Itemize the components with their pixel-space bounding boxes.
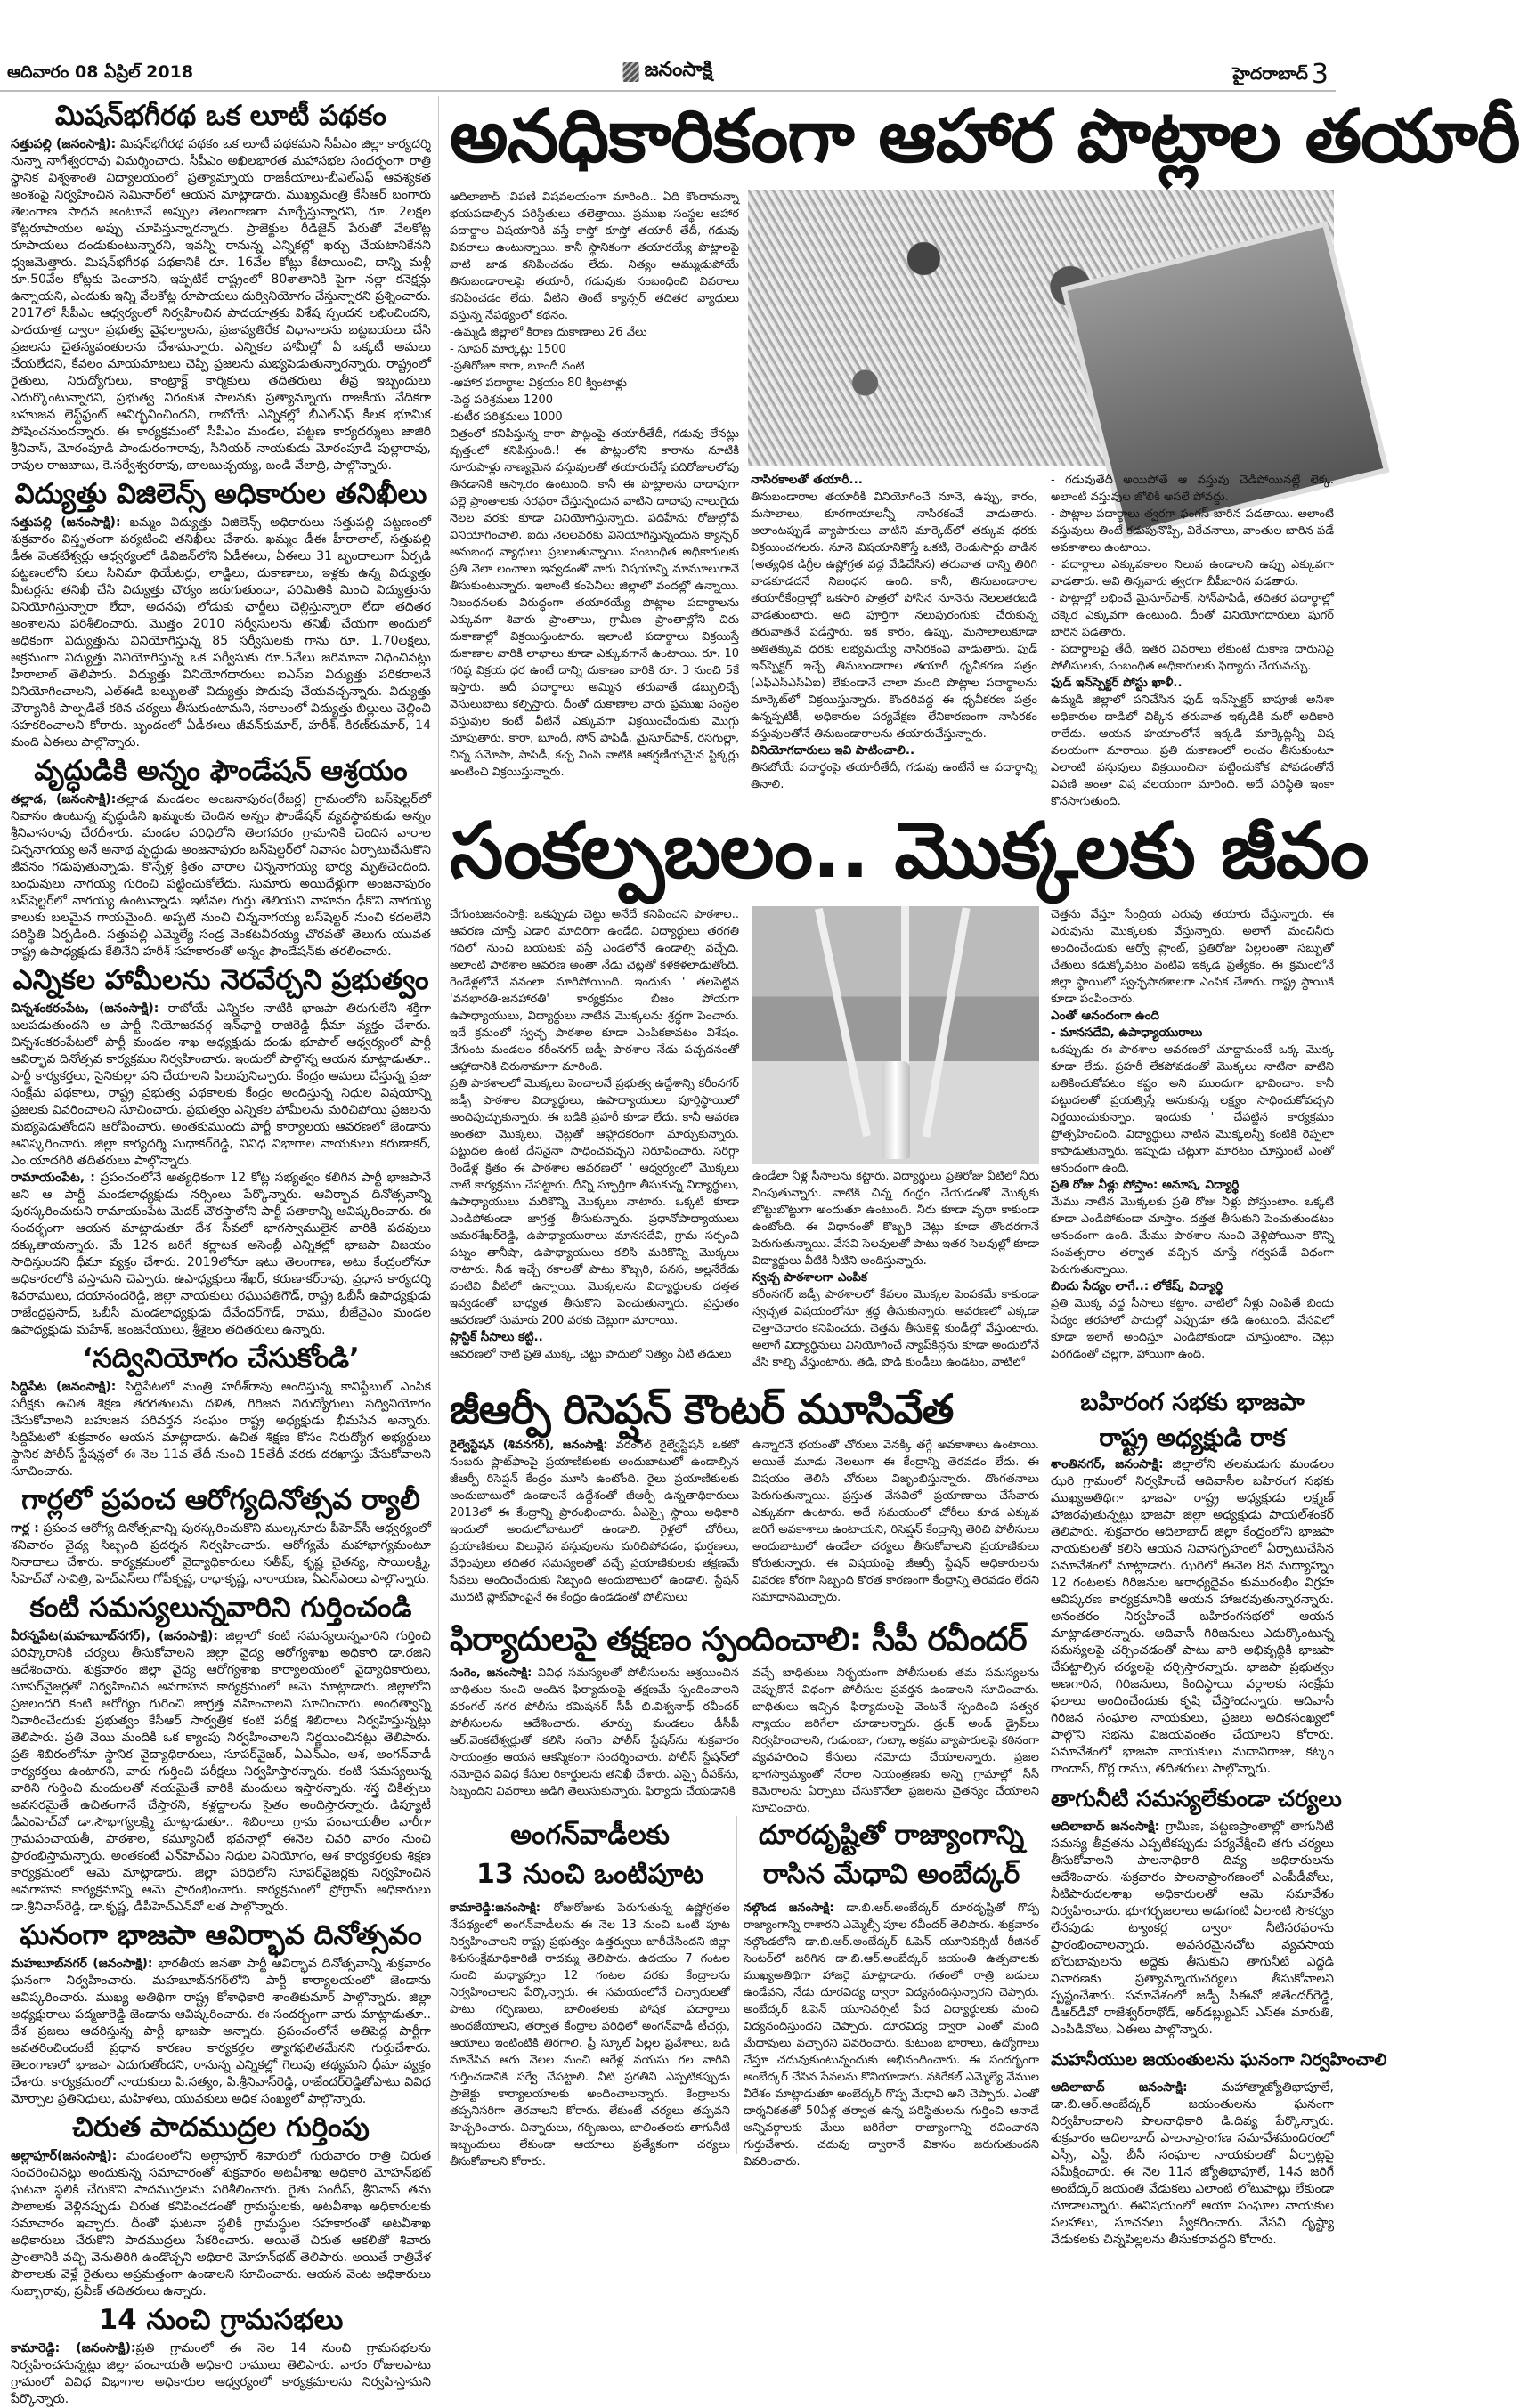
- paragraph: ఆవరణలో నాటి ప్రతి మొక్క, చెట్టు పాదులో నిత్యం నీటి తడులు: [450, 1348, 732, 1361]
- edition-city: హైదరాబాద్: [1232, 64, 1308, 84]
- news-item: [1051, 1385, 1334, 1778]
- article-column: [1051, 472, 1334, 808]
- subheading: వినియోగదారులు ఇవి పాటించాలి..: [751, 743, 915, 758]
- column-divider: [736, 1816, 737, 2154]
- article-column: [1051, 906, 1334, 1380]
- paragraph: చెత్తను వేస్తూ సేంద్రియ ఎరువు తయారు చేస్తున్నారు. ఈ ఎరువును మొక్కలకు వేస్తున్నారు. అలాగే మంచినీరు అందించేందుకు ఆర్వో ప్లాంట్, ప్రతిరోజు పిల్లలంతా సబ్బుతో చేతులు కడుక్కోవటం వంటివి ఇక్కడ ప్రత్యేకం. ఈ క్రమంలోనే జిల్లా స్థాయిలో స్వచ్ఛపాఠశాలగా ఎంపిక చేశారు. రాష్ట్ర స్థాయికి కూడా పంపించారు.: [1051, 908, 1334, 1006]
- news-headline: గార్లలో ప్రపంచ ఆరోగ్యదినోత్సవ ర్యాలీ: [21, 1484, 420, 1516]
- paragraph: వీరన్నపేట(మహబూబ్‌నగర్), (జనంసాక్షి): జిల్లాలో కంటి సమస్యలున్నవారిని గుర్తించి పరిష్కారానికి చర్యలు తీసుకోవాలని జిల్లా వైద్య ఆరోగ్యశాఖ అధికారి డా.రజిని ఆదేశించారు. శుక్రవారం జిల్లా వైద్య ఆరోగ్యశాఖ కార్యాలయంలో వైద్యాధికారులు, సూపర్‌వైజర్లతో నిర్వహించిన అవగాహన కార్యక్రమంలో ఆమె మాట్లాడారు. జిల్లాలోని ప్రజలందరి కంటి ఆరోగ్యం గురించి జాగ్రత్త వహించాలని సూచించారు. అంధత్వాన్ని నివారించేందుకు ప్రభుత్వం కేసీఆర్ సార్వత్రిక కంటి పరీక్ష శిబిరాలు నిర్వహిస్తున్నట్లు తెలిపారు. ప్రతి వెయి మందికి ఒక క్యాంపు నిర్వహించాలని నిర్ణయించినట్లు తెలిపారు. ప్రతి శిబిరంలోనూ స్థానిక వైద్యాధికారులు, సూపర్‌వైజర్, ఏఎన్‌ఎం, ఆశ, అంగన్‌వాడీ కార్యకర్తలు ఉంటారని, వారు గుర్తించి పరీక్షలు నిర్వహిస్తారన్నారు. కంటి సమస్యలున్న వారిని గుర్తించి మందులతో నయమైతే వారికి మందులు ఇస్తారన్నారు. శస్త్ర చికిత్సలు అవసరమైతే ఉచితంగానే చేస్తారని, కళ్లద్దాలను సైతం అందిస్తారన్నారు. డిప్యూటీ డీఎంహెచ్‌వో డా.సౌభాగ్యలక్ష్మి మాట్లాడుతూ.. శిబిరాలు గ్రామ పంచాయతీల వారీగా గ్రామపంచాయతీ, పాఠశాల, కమ్యూనిటీ భవనాల్లో ఈనెల చివరి వారం నుంచి ప్రారంభిస్తామన్నారు. అంతకంటే ఎన్‌హెచ్‌ఎం నిధుల వినియోగం, ఆశ కార్యకర్తలకు శిక్షణ కార్యక్రమంలో ఆమె మాట్లాడారు. జిల్లా పరిధిలోని సూపర్‌వైజర్లకు నిర్వహించిన అవగాహన కార్యక్రమాన్ని ఆమె ప్రారంభించారు. కార్యక్రమంలో ప్రోగ్రామ్ అధికారులు డా.శ్రీనివాస్‌రెడ్డి, డా.కృష్ణ, డీపీహెచ్‌ఎన్‌వో లత పాల్గొన్నారు.: [11, 1629, 431, 1914]
- paragraph: మేము నాటిన మొక్కలకు ప్రతి రోజు నీళ్లు పోస్తుంటాం. ఒక్కటి కూడా ఎండిపోకుండా చూస్తాం. దత్తత తీసుకుని పెంచుతుండటం ఆనందంగా ఉంది. మేము పాఠశాల నుంచి వెళ్లిపోయినా కొన్ని సంవత్సరాల తర్వాత వచ్చిన చూస్తే గర్వపడే విధంగా పెరుగుతున్నాయి.: [1051, 1196, 1334, 1277]
- subheading: బిందు సేద్యం లాగే..: లోకేష్, విద్యార్థి: [1051, 1279, 1223, 1293]
- logo-mark-icon: [623, 62, 639, 82]
- news-headline: ఘనంగా భాజపా ఆవిర్భావ దినోత్సవం: [20, 1919, 422, 1951]
- paragraph: -కుటీర పరిశ్రమలు 1000: [450, 410, 563, 424]
- article-column: [744, 1900, 1039, 2169]
- paragraph: ఉన్నారనే భయంతో చోరులు వెనక్కి తగ్గే అవకాశాలు ఉంటాయి. అయితే మూడు నెలలుగా ఈ కేంద్రాన్ని తెరవడం లేదు. ఈ విషయం తెలిసి చోరులు విజృంభిస్తున్నారు. దొంగతనాలు పెరుగుతున్నాయి. ప్రస్తుత వేసవిలో ప్రయాణాలు చేసేవారు ఎక్కువగా ఉంటారు. అదే సమయంలో చోరీలు కూడ ఎక్కువ జరిగే అవకాశాలు ఉంటాయని, రిసెప్షన్ కేంద్రాన్ని తెరిచి పోలీసులు అందుబాటులో ఉండేలా చర్యలు తీసుకోవాలని ప్రయాణికులు కోరుతున్నారు. ఈ విషయంపై జీఆర్పీ స్టేషన్ అధికారులను వివరణ కోరగా సిబ్బంది కొరత కారణంగా కేంద్రాన్ని తెరవడం లేదని సమాధానమిచ్చారు.: [752, 1439, 1039, 1604]
- subheading: స్వచ్ఛ పాఠశాలగా ఎంపిక: [752, 1270, 867, 1285]
- news-headline: తాగునీటి సమస్యలేకుండా చర్యలు: [1051, 1786, 1342, 1812]
- ambedkar-headline: దూరదృష్టితో రాజ్యాంగాన్ని: [758, 1820, 1025, 1851]
- paragraph: - పదార్థాలు ఎక్కువకాలం నిలువ ఉండాలని ఉప్పు ఎక్కువగా వాడతారు. అవి తిన్నవారు త్వరగా బీపీబారిన పడతారు.: [1051, 558, 1334, 588]
- dateline: రైల్వేస్టేషన్ (శివనగర్), జనంసాక్షి:: [450, 1439, 608, 1452]
- article-column: [752, 1665, 1039, 1815]
- news-item: [11, 1482, 431, 1588]
- ambedkar-article: [744, 1816, 1039, 2169]
- school-trees-photo: [752, 906, 1039, 1164]
- article-column: [450, 189, 739, 790]
- paragraph: ఉమ్మడి జిల్లాలో పనిచేసిన ఫుడ్ ఇన్‌స్పెక్టర్ బాపూజీ అనిశా అధికారుల దాడిలో చిక్కిన తరువాత ఇక్కడికి మరో అధికారి రాలేదు. ఆయన హయాంలోనే ఇక్కడి మార్కెట్లన్నీ విష వలయంగా మారాయి. ప్రతి దుకాణంలో లంచం తీసుకుంటూ ఎలాంటి వస్తువులు విక్రయించినా పట్టించుకోక పోవడంతోనే విపణి అంతా విష వలయంగా మారింది. అదే పరిస్థితి ఇంకా కొనసాగుతుంది.: [1051, 693, 1334, 808]
- news-headline: ‘సద్వినియోగం చేసుకోండి’: [82, 1342, 360, 1374]
- anganwadi-headline: 13 నుంచి ఒంటిపూట: [476, 1859, 703, 1890]
- article-column: [450, 1437, 739, 1615]
- news-item: [11, 476, 431, 751]
- paragraph: నల్గొండ జనంసాక్షి: డా.బి.ఆర్.అంబేద్కర్ దూరదృష్టితో గొప్ప రాజ్యాంగాన్ని రాశారని ఎమ్మెల్సీ పూల రవీందర్ తెలిపారు. శుక్రవారం నల్గొండలోని డా.బి.ఆర్.అంబేద్కర్ ఓపెన్ యూనివర్సిటీ రీజినల్ సెంటర్‌లో జరిగిన డా.బి.ఆర్.అంబేద్కర్ జయంతి ఉత్సవాలకు ముఖ్యఅతిథిగా హాజరై మాట్లాడారు. గతంలో రాత్రి బడులు ఉండేవని, నేడు దూరవిద్య ద్వారా విద్యనందిస్తున్నారని చెప్పారు. అంబేద్కర్ ఓపెన్ యూనివర్సిటీ పేద విద్యార్థులకు మంచి విద్యనందిస్తుందని చెప్పారు. దూరవిద్య ద్వారా ఎంతో మంది మేధావులు వచ్చారని వివరించారు. కుటుంబ భారాలు, ఉద్యోగాలు చేస్తూ చదువుకుంటున్నందుకు అభినందించారు. ఈ సందర్భంగా అంబేద్కర్ చేసిన సేవలను కొనియాడారు. నకిరేకల్ ఎమ్మెల్యే వేముల వీరేశం మాట్లాడుతూ అంబేద్కర్ గొప్ప మేధావి అని చెప్పారు. ఎంతో దార్శనికతతో 50ఏళ్ల తర్వాత ఉన్న పరిస్థితులను గుర్తించి ఆనాడే అన్నివర్గాలకు మేలు జరిగేలా రాజ్యాంగాన్ని రచించారని గుర్తుచేశారు. చదువు ద్వారానే వికాసం జరుగుతుందని వివరించారు.: [744, 1901, 1039, 2169]
- dateline: సంగెం, జనంసాక్షి:: [450, 1666, 532, 1680]
- paragraph: -పెద్ద పరిశ్రమలు 1200: [450, 393, 554, 407]
- police-headline: ఫిర్యాదులపై తక్షణం స్పందించాలి: సీపీ రవీందర్: [450, 1620, 1027, 1658]
- paragraph: కామారెడ్డి: (జనంసాక్షి):ప్రతి గ్రామంలో ఈ నెల 14 నుంచి గ్రామసభలను నిర్వహించనున్నట్లు జిల్లా పంచాయతీ అధికారి రాములు తెలిపారు. వారం రోజులపాటు గ్రామంలో వివిధ విభాగాల అధికారుల ఆధ్వర్యంలో కార్యక్రమాలను నిర్వహిస్తామని పేర్కొన్నారు.: [11, 2341, 431, 2406]
- dateline: ఆదిలాబాద్ జనంసాక్షి:: [1051, 2080, 1188, 2095]
- subheading: ఎంతో ఆనందంగా ఉంది: [1051, 1009, 1160, 1023]
- left-news-column: [11, 96, 431, 2408]
- paragraph: సంగెం, జనంసాక్షి: వివిధ సమస్యలతో పోలీసులను ఆశ్రయించిన బాధితుల నుంచి అందిన ఫిర్యాదులపై తక్షణమే స్పందించాలని వరంగల్ నగర పోలీసు కమిషనర్ సీపీ బి.విశ్వనాథ్ రవీందర్ పోలీసులను ఆదేశించారు. తూర్పు మండలం డీసీపీ ఆర్.వెంకటేశ్వర్లుతో కలిసి సంగెం పోలీస్ స్టేషన్‌ను శుక్రవారం సాయంత్రం ఆయన ఆకస్మికంగా సందర్శించారు. పోలీస్ స్టేషన్‌లో నమోదైన వివిధ కేసుల రికార్డులను తనిఖీ చేశారు. ఎస్సై దీపక్‌ను, సిబ్బందిని వివరాలు అడిగి తెలుసుకున్నారు. ఫిర్యాదు చేయడానికి: [450, 1666, 739, 1798]
- paragraph: చిత్రంలో కనిపిస్తున్న కారా పొట్లంపై తయారీతేదీ, గడువు లేనట్లు వృత్తంలో కనిపిస్తుంది.! ఈ పొట్లంలోని కారాను నూటికి నూరుపాళ్లు నాణ్యమైన వస్తువులతో తయారుచేస్తే పదిరోజులలోపు తినడానికి ఆస్కారం ఉంటుంది. కానీ ఈ పొట్లాలను దాదాపుగా పల్లె ప్రాంతాలకు సరఫరా చేస్తున్నందున వాటిని దాదాపు నాలుగైదు నెలల వరకు కూడా వినియోగిస్తున్నారు. పదిహేను రోజుల్లోపే వినియోగించాలి. ఐదు నెలలవరకు వినియోగిస్తున్నందున క్యాన్సర్ అనుబంధ వ్యాధులు ప్రబలుతున్నాయి. సంబంధిత అధికారులకు ప్రతి నెలా లంచాలు ఇవ్వడంతో వారు విషయాన్ని మామూలుగానే తీసుకుంటున్నారు. ఇలాంటి కంపెనీలు జిల్లాలో వందల్లో ఉన్నాయి. నిబంధనలకు విరుద్ధంగా తయారయ్యే పొట్లాల పదార్థాలను ఎక్కువగా శివారు ప్రాంతాలు, గ్రామీణ ప్రాంతాల్లోని చిరు దుకాణాల్లో విక్రయిస్తుంటారు. ఇలాంటి పదార్థాలు విక్రయిస్తే దుకాణాల వారికి లాభాలు కూడా ఎక్కువగానే ఉంటాయి. రూ. 10 గరిష్ఠ విక్రయ ధర ఉంటే దాన్ని దుకాణం వారికి రూ. 3 నుంచి 5కే ఇస్తారు. అదీ పదార్థాలు అమ్మిన తరువాతే డబ్బులిచ్చే వెసులుబాటు కల్పిస్తారు. దీంతో దుకాణాల వారు ప్రముఖ సంస్థల వస్తువుల కంటే వీటినే ఎక్కువగా విక్రయించేందుకు మొగ్గు చూపుతారు. కారా, బూందీ, సోన్ పాపిడీ, మైసూర్‌పాక్, రసగుల్లా, చిన్న సమోసా, పాపిడీ, కచ్చ నింపి వాటికి ఆకర్షణీయమైన స్టిక్కర్లు అంటించి విక్రయిస్తున్నారు.: [450, 427, 739, 779]
- grp-headline: జీఆర్పీ రిసెప్షన్ కౌంటర్ మూసివేత: [450, 1385, 954, 1433]
- dateline: ఆదిలాబాద్ జనంసాక్షి:: [1051, 1820, 1160, 1834]
- paragraph: ఆదిలాబాద్ జనంసాక్షి: మహాత్మాజ్యోతిభాపూలే, డా.బి.ఆర్.అంబేద్కర్ జయంతులను ఘనంగా నిర్వహించాలని పాలనాధికారి డి.దివ్య పేర్కొన్నారు. శుక్రవారం ఆదిలాబాద్ పాలనాప్రాంగణ సమావేశమందిరంలో ఎస్సీ, ఎస్టీ, బీసీ సంఘాల నాయకులతో ఏర్పాట్లపై సమీక్షించారు. ఈ నెల 11న జ్యోతిభాపూలే, 14న జరిగే అంబేద్కర్ జయంతి వేడుకలు ఎలాంటి లోటుపాట్లు లేకుండా చూడాలన్నారు. ఈవిషయంలో ఆయా సంఘాల నాయకుల సలహాలు, సూచనలు స్వీకరించారు. వేసవి దృష్ట్యా వేడుకలకు చిన్నపిల్లలను తీసుకరావద్దని కోరారు.: [1051, 2080, 1334, 2247]
- dateline: శాంతినగర్, జనంసాక్షి:: [1051, 1457, 1164, 1472]
- subheading: ప్రతి రోజు నీళ్లు పోస్తాం: అనూష, విద్యార్థి: [1051, 1178, 1240, 1192]
- paragraph: -ఉమ్మడి జిల్లాలో కిరాణ దుకాణాలు 26 వేలు: [450, 326, 647, 339]
- dateline: రామాయంపేట, :: [11, 1171, 95, 1185]
- news-headline: రాష్ట్ర అధ్యక్షుడి రాక: [1099, 1424, 1286, 1452]
- news-item: [11, 753, 431, 961]
- paragraph: సత్తుపల్లి (జనంసాక్షి): ఖమ్మం విద్యుత్తు విజిలెన్స్ అధికారులు సత్తుపల్లి పట్టణంలో శుక్రవారం విస్తృతంగా పర్యటించి తనిఖీలు చేశారు. ఖమ్మం డీఈ హీరాలాల్, సత్తుపల్లి డీఈ వెంకటేశ్వర్లు ఆధ్వర్యంలో డివిజన్‌లోని ఏడీఈలు, ఏఈలు 31 బృందాలుగా ఏర్పడి పట్టణంలోని పలు సినిమా థియేటర్లు, లాడ్జిలు, దుకాణాలు, ఇళ్లకు ఉన్న విద్యుత్తు మీటర్లను తనిఖీ చేసి విద్యుత్తు చౌర్యం జరుగుతుందా, పరిమితికి మించి విద్యుత్తును వినియోగిస్తున్నారా లేదా, అదనపు లోడుకు ఛార్జీలు చెల్లిస్తున్నారా లేదా తదితర అంశాలను పరిశీలించారు. మొత్తం 2010 సర్వీసులను తనిఖీ చేయగా అందులో అధికంగా విద్యుత్తును వినియోగిస్తున్న 85 సర్వీసులకు గాను రూ. 1.70లక్షలు, అక్రమంగా విద్యుత్తు వినియోగిస్తున్న ఒక సర్వీసుకు రూ.5వేలు జరిమానా విధించినట్లు హీరాలాల్ తెలిపారు. విద్యుత్తు వినియోగదారులు ఐఎస్ఐ విద్యుత్తు పరికరాలనే వినియోగించాలని, ఎల్ఈడీ బల్బులతో విద్యుత్తు పొదుపు చేయవచ్చన్నారు. విద్యుత్తు చౌర్యానికి పాల్పడితే కఠిన చర్యలు తీసుకుంటామని, సకాలంలో విద్యుత్తు బిల్లులు చెల్లించి సహకరించాలని కోరారు. బృందంలో ఏడీఈలు జీవన్‌కుమార్, హరీశ్, కిరణ్‌కుమార్, 14 మంది ఏఈలు పాల్గొన్నారు.: [11, 515, 431, 750]
- news-item: [11, 1590, 431, 1916]
- paragraph: - పొట్లాల పదార్థాలు త్వరగా ఫంగస్ బారిన పడతాయి. అలాంటి వస్తువులు తింటే కడుపునొప్పి, విరేచనాలు, వాంతుల బారిన పడే అవకాశాలు ఉంటాయి.: [1051, 507, 1334, 555]
- issue-date: ఆదివారం 08 ఏప్రిల్ 2018: [7, 62, 194, 82]
- paragraph: సిద్దిపేట (జనంసాక్షి): సిద్దిపేటలో మంత్రి హరీశ్‌రావు అందిస్తున్న కానిస్టేబుల్ ఎంపిక పరీక్షకు ఉచిత శిక్షణ తరగతులను దళిత, గిరిజన నిరుద్యోగులు సద్వినియోగం చేసుకోవాలని బహుజన పరివర్తన సంఘం రాష్ట్ర అధ్యక్షుడు భీమసేన అన్నారు. సిద్దిపేటలో శుక్రవారం ఆయన మాట్లాడారు. ఉచిత శిక్షణ కోసం నిరుద్యోగ అభ్యర్థులు స్థానిక పోలీస్ స్టేషన్లలో ఈ నెల 11వ తేదీ నుంచి 15తేదీ వరకు దరఖాస్తు చేసుకోవాలని సూచించారు.: [11, 1380, 432, 1479]
- paragraph: తినుబండారాల తయారీకి వినియోగించే నూనె, ఉప్పు, కారం, మసాలాలు, కూరగాయాలన్నీ నాసిరకంవే వాడుతారు. అలాంటప్పుడే వ్యాపారులు వాటిని మార్కెట్‌లో తక్కువ ధరకు విక్రయించగలరు. నూనె విషయానికొస్తే ఒకటి, రెండుసార్లు వాడిన (అత్యధిక డిగ్రీల ఉష్ణోగ్రత వద్ద వేడిచేసిన) తరువాత దాన్ని తిరిగి వాడకూడదనే నిబంధన ఉంది. కానీ, తినుబండారాల తయారీకేంద్రాల్లో ఒకసారి పాత్రలో పోసిన నూనెను నెలలతరబడి వాడతుంటారు. అది పూర్తిగా నలుపురంగుకు చేరుకున్న తరువాతనే పడేస్తారు. ఇక కారం, ఉప్పు, మసాలాలుకూడా అతితక్కువ ధరకు లభ్యమయ్యే నాసిరకంవి వాడుతారు. ఫుడ్ ఇన్‌స్పెక్టర్ ఇచ్చే తినుబండారాల తయారీ ధృవీకరణ పత్రం (ఎఫ్ఎస్ఎస్ఏఐ) లేకుండానే చాలా మంది పొట్లాల పదార్థాలను మార్కెట్‌లో విక్రయిస్తున్నారు. కొందరివద్ద ఈ ధృవీకరణ పత్రం ఉన్నప్పటికీ, అధికారుల పర్యవేక్షణ లేనికారణంగా నాసిరకం వస్తువులతోనే తినుబండారాలను తయారుచేస్తున్నారు.: [751, 491, 1037, 741]
- dateline: వీరన్నపేట(మహబూబ్‌నగర్), (జనంసాక్షి):: [11, 1629, 219, 1643]
- lead-headline: అనధికారికంగా ఆహార పొట్లాల తయారీ: [450, 94, 1520, 179]
- dateline: సత్తుపల్లి (జనంసాక్షి):: [11, 137, 117, 151]
- news-headline: చిరుత పాదముద్రల గుర్తింపు: [72, 2112, 370, 2144]
- paragraph: ప్రతి పాఠశాలలో మొక్కలు పెంచాలనే ప్రభుత్వ ఉద్దేశాన్ని కరీంనగర్ జడ్పీ పాఠశాల విద్యార్థులు, ఉపాధ్యాయులు పూర్తిస్థాయిలో అందిపుచ్చుకున్నారు. ఈ బడికి ప్రహరీ కూడా లేదు. కానీ ఆవరణ అంతటా మొక్కలు, చెట్లతో ఆహ్లాదకరంగా మార్చుకున్నారు. పట్టుదల ఉంటే దేనినైనా సాధించవచ్చని నిరూపించారు. సరిగ్గా రెండేళ్ల క్రితం ఈ పాఠశాల ఆవరణలో ' ఆధ్వర్యంలో మొక్కలు నాటే కార్యక్రమం చేపట్టారు. దీన్ని స్ఫూర్తిగా తీసుకున్న విద్యార్థులు, ఉపాధ్యాయులు మరికొన్ని మొక్కలు నాటారు. ఒక్కటి కూడా ఎండిపోకుండా జాగ్రత్త తీసుకున్నారు. ప్రధానోపాధ్యాయులు అమరశేఖర్‌రెడ్డి, ఉపాధ్యాయురాలు మానసదేవి, గ్రామ సర్పంచి పట్నం తానీషా, ఉపాధ్యాయులు కలిసి మరికొన్ని మొక్కలు నాటారు. నీడ ఇచ్చే రకాలతో పాటు కొబ్బరి, పనస, అల్లనేరేడు వంటివి వీటిలో ఉన్నాయి. మొక్కలను విద్యార్థులకు దత్తత ఇవ్వడంతో బాధ్యత తీసుకొని పెంచుతున్నారు. ప్రస్తుతం ఆవరణలో సుమారు 200 వరకు చెట్లుగా మారాయి.: [450, 1077, 739, 1327]
- page-number: 3: [1311, 59, 1329, 90]
- dateline: సిద్దిపేట (జనంసాక్షి):: [11, 1380, 117, 1394]
- article-column: [751, 472, 1037, 790]
- news-headline: ఎన్నికల హామీలను నెరవేర్చని ప్రభుత్వం: [12, 964, 429, 996]
- paragraph: -ప్రతిరోజూ కారా, బూందీ వంటి: [450, 360, 585, 373]
- news-headline: వృద్ధుడికి అన్నం ఫౌండేషన్ ఆశ్రయం: [34, 755, 408, 787]
- logo-text: జనంసాక్షి: [644, 59, 713, 81]
- news-item: [1051, 1783, 1342, 2039]
- column-divider: [438, 96, 439, 2161]
- paragraph: ఆదిలాబాద్ :విపణి విషవలయంగా మారింది.. ఏది కొందామన్నా భయపడాల్సిన పరిస్థితులు తలెత్తాయి. ప్రముఖ సంస్థల ఆహార పదార్థాల విషయానికి వస్తే కాస్తో కూస్తో తయారీ తేదీ, గడువు వివరాలు ఉంటున్నాయి. కానీ స్థానికంగా తయారయ్యే పొట్లాలపై వాటి జాడ కనిపించడం లేదు. నిత్యం అమ్ముడుపోయే తినుబండారాలపై తయారీ, గడువుకు సంబంధించి వివరాలు కనిపించడం లేదు. వీటిని తింటే క్యాన్సర్ తదితర వ్యాధులు వస్తున్న నేపథ్యంలో కథనం.: [450, 191, 739, 322]
- dateline: కామారెడ్డి: (జనంసాక్షి):: [11, 2341, 136, 2355]
- ambedkar-headline: రాసిన మేధావి అంబేద్కర్: [762, 1859, 1020, 1890]
- article-column: [450, 1900, 730, 2169]
- paragraph: ఆదిలాబాద్ జనంసాక్షి: గ్రామీణ, పట్టణప్రాంతాల్లో తాగునీటి సమస్య తీవ్రతను ఎప్పటికప్పుడు పర్యవేక్షించి తగు చర్యలు తీసుకోవాలని పాలనాధికారి దివ్య అధికారులను ఆదేశించారు. శుక్రవారం పాలనాప్రాంగణంలో ఎంపీడీవోలు, నీటిపారుదలశాఖ అధికారులతో ఆమె సమావేశం నిర్వహించారు. భూగర్భజలాలు అడుగంటి ఏలాంటి సౌకర్యం లేనపుడు ట్యాంకర్ల ద్వారా నీటిసరఫరాను ప్రారంభించాలన్నారు. అవసరమైనచోట వ్యవసాయ బోరుబావులను అద్దెకు తీసుకుని తాగునీటి ఎద్దడి నివారణకు ప్రత్యామ్నాయచర్యలు తీసుకోవాలని స్పష్టంచేశారు. సమావేశంలో జడ్పీ సీఈవో జితేందర్‌రెడ్డి, డీఆర్‌డీవో రాజేశ్వర్‌రాథోడ్, ఆర్‌డబ్ల్యుఎస్ ఎస్ఈ మారుతి, ఎంపీడీవోలు, ఏఈలు పాల్గొన్నారు.: [1051, 1820, 1334, 2037]
- paragraph: కామారెడ్డి:జనంసాక్షి: రోజురోజుకు పెరుగుతున్న ఉష్ణోగ్రతల నేపథ్యంలో అంగన్‌వాడీలను ఈ నెల 13 నుంచి ఒంటి పూట నిర్వహించాలని రాష్ట్ర ప్రభుత్వం ఉత్తర్వులు జారీచేసిందని జిల్లా శిశుసంక్షేమాధికారిణి రాదమ్మ తెలిపారు. ఉదయం 7 గంటల నుంచి మధ్యాహ్నం 12 గంటల వరకు కేంద్రాలను నిర్వహించాలని పేర్కొన్నారు. ఈ సమయంలోనే చిన్నారులతో పాటు గర్భిణులు, బాలింతలకు పోషక పదార్థాలు అందజేయాలని, తర్వాత కేంద్రాల పరిధిలో అంగన్‌వాడీ టీచర్లు, ఆయాలు ఇంటింటికి తిరగాలి. ప్రీ స్కూల్ పిల్లల ప్రవేశాలు, బడి మానేసిన ఆరు నెలల నుంచి ఆరేళ్ల వయసు గల వారిని గుర్తించడానికి సర్వే చేపట్టాలి. వీటి ప్రగతిని ఎప్పటికప్పుడు ప్రాజెక్టు కార్యాలయాలకు అందించాలన్నారు. కేంద్రాలను తప్పనిసరిగా తెరవాలని కోరారు. లేకుంటే చర్యలు తప్పవని హెచ్చరించారు. చిన్నారులు, గర్భిణులు, బాలింతలకు తాగునీటి ఇబ్బందులు లేకుండా ఆయాలు ప్రత్యేకంగా చర్యలు తీసుకోవాలని కోరారు.: [450, 1901, 730, 2169]
- news-item: [11, 98, 431, 474]
- news-headline: మిషన్‌భగీరథ ఒక లూటీ పథకం: [55, 100, 386, 132]
- feature-headline: సంకల్పబలం.. మొక్కలకు జీవం: [450, 807, 1369, 896]
- subheading: ఫుడ్ ఇన్‌స్పెక్టర్ పోస్టు ఖాళీ..: [1051, 676, 1183, 690]
- dateline: కామారెడ్డి:జనంసాక్షి:: [450, 1901, 541, 1915]
- dateline: చిన్నశంకరంపేట, (జనంసాక్షి):: [11, 1001, 159, 1016]
- news-headline: మహనీయుల జయంతులను ఘనంగా నిర్వహించాలి: [1051, 2050, 1387, 2070]
- dateline: నల్గొండ జనంసాక్షి:: [744, 1901, 834, 1915]
- subheading: - మానసదేవి, ఉపాధ్యాయురాలు: [1051, 1026, 1203, 1040]
- dateline: తల్లాడ, (జనంసాక్షి):: [11, 792, 117, 807]
- paragraph: - గడువుతేదీ అయిపోతే ఆ వస్తువు చెడిపోయినట్లే లెక్క. అలాంటి వస్తువుల జోలికి అసలే పోవద్దు.: [1051, 474, 1334, 504]
- paragraph: ఒకప్పుడు ఈ పాఠశాల ఆవరణలో చూద్దామంటే ఒక్క మొక్క కూడా లేదు. ప్రహరీ లేకపోవడంతో మొక్కలు నాటినా వాటిని బతికించుకోవటం కష్టం అని ముందుగా భావించాం. కానీ పట్టుదలతో ప్రయత్నిస్తే అనుకున్న లక్ష్యం సాధించుకోవచ్చని నిర్ణయించుకున్నాం. ఇందుకు ' చేపట్టిన కార్యక్రమం ప్రోత్సహించింది. విద్యార్థులు నాటిన మొక్కలన్నీ కంటికి రెప్పలా కాపాడుతున్నారు. ఇప్పుడు చెట్లుగా మారటం చూస్తుంటే ఎంతో ఆనందంగా ఉంది.: [1051, 1043, 1334, 1175]
- paragraph: - సూపర్ మార్కెట్లు 1500: [450, 343, 566, 356]
- news-item: [11, 1917, 431, 2108]
- news-headline: విద్యుత్తు విజిలెన్స్ అధికారుల తనిఖీలు: [14, 478, 427, 510]
- news-item: [11, 1341, 431, 1480]
- dateline: సత్తుపల్లి (జనంసాక్షి):: [11, 515, 121, 530]
- news-item: [11, 2302, 431, 2408]
- article-column: [450, 906, 739, 1380]
- paragraph: -ఆహార పదార్థాల విక్రయం 80 క్వింటాళ్లు: [450, 377, 627, 390]
- news-item: [11, 962, 431, 1339]
- paragraph: తల్లాడ, (జనంసాక్షి):తల్లాడ మండలం అంజనాపురం(రేజర్ల) గ్రామంలోని బస్‌షెల్టర్‌లో నివాసం ఉంటున్న వృద్ధుడిని ఖమ్మంకు చెందిన అన్నం ఫౌండేషన్ వ్యవస్థాపకుడు అన్నం శ్రీనివాసరావు చేరదీశారు. మండల పరిధిలోని తెలగవరం గ్రామానికి చెందిన వారాల చిన్ననాగయ్య అనే అనాథ వృద్ధుడు అంజనాపురం బస్‌షెల్టర్‌లో నివాసం ఏర్పాటుచేసుకొని జీవనం గడుపుతున్నాడు. కొన్నేళ్ల క్రితం వారాల చిన్ననాగయ్య భార్య మృతిచెందింది. బంధువులు నాగయ్య గురించి పట్టించుకోలేదు. సుమారు అయిదేళ్లుగా అంజనాపురం బస్‌షెల్టర్‌లో నాగయ్య ఉంటున్నాడు. ఇటీవల గుర్తు తెలియని వాహనం ఢీకొని నాగయ్య కాలుకు బలమైన గాయమైంది. అప్పటి నుంచి చిన్ననాగయ్య బస్‌షెల్టర్ నుంచి కదలలేని పరిస్థితి ఏర్పడింది. సత్తుపల్లి ఎమ్మెల్యే సండ్ర వెంకటవీరయ్య చొరవతో తెలుగు యువత రాష్ట్ర ఉపాధ్యక్షుడు కేతినేని హరీశ్ సహకారంతో అన్నం ఫౌండేషన్‌కు తరలించారు.: [11, 792, 431, 959]
- right-news-column: [1051, 1385, 1387, 2249]
- edition-page: [1232, 59, 1329, 90]
- anganwadi-article: [450, 1816, 730, 2169]
- paragraph: అల్లాపూర్(జనంసాక్షి): మండలంలోని అల్లాపూర్ శివారులో గురువారం రాత్రి చిరుత సంచరించినట్లు అందుకున్న సమాచారంతో శుక్రవారం అటవీశాఖ అధికారి మోహన్‌భట్ ఘటనా స్థలికి చేరుకొని పాదముద్రలను పరిశీలించారు. రైతు సందీప్, శ్రీనివాస్ తమ పొలాలకు వెళ్లినప్పుడు చిరుత కనిపించడంతో గ్రామస్థులకు, అటవీశాఖ అధికారులకు సమాచారం ఇచ్చారు. దీంతో ఘటనా స్థలికి గ్రామస్థుల సహకారంతో అటవీశాఖ అధికారులు చేరుకొని పాదముద్రలు సేకరించారు. అయితే చిరుత ఆకలితో శివారు ప్రాంతానికి వచ్చి వెనుతిరిగి ఉండొచ్చని అధికారి మోహన్‌భట్ తెలిపారు. అయితే రాత్రివేళ పొలాలకు వెళ్లే రైతులు అప్రమత్తంగా ఉండాలని సూచించారు. ఆయన వెంట అధికారులు సుబ్బారావు, ప్రవీణ్ తదితరులు ఉన్నారు.: [11, 2149, 431, 2299]
- anganwadi-headline: అంగన్‌వాడీలకు: [510, 1820, 670, 1851]
- paragraph: శాంతినగర్, జనంసాక్షి: జిల్లాలోని తలమడుగు మండలం ఝరి గ్రామంలో నిర్వహించే ఆదివాసీల బహిరంగ సభకు ముఖ్యఅతిథిగా భాజపా రాష్ట్ర అధ్యక్షుడు లక్ష్మణ్ హాజరవుతున్నట్లు భాజపా జిల్లా అధ్యక్షుడు పాయల్‌శంకర్ తెలిపారు. శుక్రవారం ఆదిలాబాద్ జిల్లా కేంద్రంలోని భాజపా నాయకులతో కలిసి ఆయన నివాసగృహంలో ఏర్పాటుచేసిన సమావేశంలో మాట్లాడారు. ఝరిలో ఈనెల 8న మధ్యాహ్నం 12 గంటలకు గిరిజనుల ఆరాధ్యదైవం కుమురంభీం విగ్రహ ఆవిష్కరణ కార్యక్రమానికి ఆయన హాజరవుతున్నారన్నారు. అనంతరం నిర్వహించే బహిరంగసభలో ఆయన మాట్లాడతారన్నారు. ఆదివాసీ గిరిజనులు ఎదుర్కొంటున్న సమస్యలపై చర్చించడంతో పాటు వారి అభివృద్ధికి భాజపా చేపట్టాల్సిన చర్యలపై చర్చిస్తారన్నారు. భాజపా ప్రభుత్వం అణగారిన, గిరిజనులు, కిందిస్థాయి వర్గాలకు సంక్షేమ ఫలాలు అందించేందుకు కృషి చేస్తోందన్నారు. ఆదివాసీ గిరిజన సంఘాల నాయకులు, ప్రజలు అధికసంఖ్యలో పాల్గొని సభను విజయవంతం చేయాలని కోరారు. సమావేశంలో భాజపా నాయకులు మదావిరాజు, కట్కం రాందాస్, గొర్ల రాము, తదితరులు పాల్గొన్నారు.: [1051, 1457, 1334, 1776]
- dateline: అల్లాపూర్(జనంసాక్షి):: [11, 2149, 118, 2163]
- news-headline: 14 నుంచి గ్రామసభలు: [98, 2304, 344, 2336]
- masthead-logo: [623, 59, 713, 85]
- paragraph: మహబూబ్‌నగర్ (జనంసాక్షి): భారతీయ జనతా పార్టీ ఆవిర్భావ దినోత్సవాన్ని శుక్రవారం ఘనంగా నిర్వహించారు. మహబూబ్‌నగర్‌లోని పార్టీ కార్యాలయంలో జెండాను ఆవిష్కరించారు. ముఖ్య అతిథిగా రాష్ట్ర కోశాధికారి శాంతికుమార్ పాల్గొన్నారు. జిల్లా అధ్యక్షురాలు పద్మజారెడ్డి జెండాను ఆవిష్కరించారు. ఈ సందర్భంగా వారు మాట్లాడుతూ.. దేశ ప్రజలు ఆదరిస్తున్న పార్టీ భాజపా అన్నారు. ప్రపంచంలోనే అతిపెద్ద పార్టీగా అవతరించిందంటే ప్రధాన కారణం కార్యకర్తల త్యాగఫలితమేనని గుర్తుచేశారు. తెలంగాణలో భాజపా ఎదుగుతోందని, రానున్న ఎన్నికల్లో గెలుపు తథ్యమని ధీమా వ్యక్తం చేశారు. కార్యక్రమంలో నాయకులు పి.సత్యం, పి.శ్రీనివాస్‌రెడ్డి, రాజేందర్‌రెడ్డితోపాటు వివిధ మోర్చాల ప్రతినిధులు, మహిళలు, యువకులు అధిక సంఖ్యలో పాల్గొన్నారు.: [11, 1957, 431, 2106]
- news-headline: బహిరంగ సభకు భాజపా: [1080, 1389, 1305, 1416]
- paragraph: రామాయంపేట, : ప్రపంచంలోనే అత్యధికంగా 12 కోట్ల సభ్యత్వం కలిగిన పార్టీ భాజపానే అని ఆ పార్టీ మండలాధ్యక్షుడు నర్సింలు పేర్కొన్నారు. ఆవిర్భావ దినోత్సవాన్ని పురస్కరించుకుని రామాయంపేట మెదక్ చౌరస్తాలోని పార్టీ పతాకాన్ని ఆవిష్కరించారు. ఈ సందర్భంగా ఆయన మాట్లాడుతూ దేశ సేవలో భాగస్వాములైన వారికి పదవులు దక్కుతాయన్నారు. మే 12న జరిగే కర్ణాటక అసెంబ్లీ ఎన్నికల్లో భాజపా విజయం సాధిస్తుందని ధీమా వ్యక్తం చేశారు. 2019లోనూ ఇటు తెలంగాణ, అటు కేంద్రంలోనూ అధికారంలోకి వస్తామని చెప్పారు. ఉపాధ్యక్షులు శేఖర్, కరుణాకర్‌రావు, ప్రధాన కార్యదర్శి శివరాములు, దయానందరెడ్డి, జిల్లా నాయకులు రఘుపతిగౌడ్, రాష్ట్ర ఓబీసీ ఉపాధ్యక్షుడు రాజేంద్రప్రసాద్, ఓబీసీ మండలాధ్యక్షుడు దేవేందర్‌గౌడ్, రాము, బీజేవైఎం మండల ఉపాధ్యక్షుడు మహేశ్, అంజనేయులు, శ్రీశైలం తదితరులు ఉన్నారు.: [11, 1171, 431, 1337]
- article-column: [752, 1168, 1039, 1380]
- subheading: ప్లాస్టిక్ సీసాలు కట్టి..: [450, 1330, 543, 1344]
- paragraph: ప్రతి మొక్క వద్ద సీసాలు కట్టాం. వాటిలో నీళ్లు నింపితే బిందు సేద్యం తరహాలో పాదుల్లో ఎప్పుడూ తడి ఉంటుంది. వేసవిలో కూడా ఇలాగే అందిస్తూ ఎండిపోకుండా చూస్తుంటాం. చెట్లు పెరగడంతో చల్లగా, హాయిగా ఉంది.: [1051, 1297, 1334, 1361]
- subheading: నాసిరకాలతో తయారీ...: [751, 473, 863, 487]
- news-headline: కంటి సమస్యలున్నవారిని గుర్తించండి: [29, 1592, 412, 1624]
- paragraph: గార్ల : ప్రపంచ ఆరోగ్య దినోత్సవాన్ని పురస్కరించుకొని ముల్కనూరు పీహెచ్‌సీ ఆధ్వర్యంలో శనివారం వైద్య సిబ్బంది ప్రదర్శన నిర్వహించారు. ఆరోగ్యమే మహాభాగ్యమంటూ నినాదాలు చేశారు. కార్యక్రమంలో వైద్యాధికారులు సతీష్, కృష్ణ చైతన్య, సాయిలక్ష్మి, సీహెచ్‌వో సావిత్రి, హెచ్‌ఎస్‌లు గోపీకృష్ణ, రాధాకృష్ణ, నారాయణ, ఏఎన్‌ఎంలు పాల్గొన్నారు.: [11, 1521, 432, 1586]
- page-header: [7, 59, 1329, 89]
- paragraph: చిన్నశంకరంపేట, (జనంసాక్షి): రాబోయే ఎన్నికల నాటికి భాజపా తిరుగులేని శక్తిగా బలపడుతుందని ఆ పార్టీ నియోజకవర్గ ఇన్‌ఛార్జి రాజిరెడ్డి ధీమా వ్యక్తం చేశారు. చిన్నశంకరంపేటలో పార్టీ మండల శాఖ అధ్యక్షుడు దండు భూపాల్ ఆధ్వర్యంలో పార్టీ ఆవిర్భావ దినోత్సవ కార్యక్రమం నిర్వహించారు. ఇందులో పాల్గొన్న ఆయన మాట్లాడుతూ.. పార్టీ కార్యకర్తలు, సైనికుల్లా పని చేయాలని పిలుపునిచ్చారు. కేంద్రం అమలు చేస్తున్న ప్రజా సంక్షేమ పథకాలు, రాష్ట్ర ప్రభుత్వ పథకాలకు కేంద్రం అందిస్తున్న నిధుల విషయాన్ని ప్రజలకు వివరించాలని సూచించారు. ప్రభుత్వం ఎన్నికల హామీలను మరిచిపోయి ప్రజలను మభ్యపెడుతోందని ఆరోపించారు. అంతకుముందు పార్టీ కార్యాలయ ఆవరణలో జెండాను ఆవిష్కరించారు. జిల్లా కార్యదర్శి సుధాకర్‌రెడ్డి, వివిధ విభాగాల నాయకులు కరుణాకర్, ఎం.యాదగిరి తదితరులు పాల్గొన్నారు.: [11, 1001, 432, 1168]
- paragraph: - పొట్లాల్లో లభించే మైసూర్‌పాక్, సోన్‌పాపిడీ, తదితర పదార్థాల్లో చక్కెర ఎక్కువగా ఉంటుంది. దీంతో వినియోగదారులు షుగర్ బారిన పడతారు.: [1051, 592, 1334, 639]
- article-column: [752, 1437, 1039, 1615]
- paragraph: తినబోయే పదార్థంపై తయారీతేదీ, గడువు ఉంటేనే ఆ పదార్థాన్ని తినాలి.: [751, 761, 1037, 791]
- news-item: [1051, 2044, 1387, 2249]
- snack-packet-photo: [748, 190, 1334, 466]
- article-column: [450, 1665, 739, 1807]
- paragraph: - పదార్థాలపై తేదీ, ఇతర వివరాలు లేకుంటే దుకాణ దారునిపై పోలీసులకు, సంబంధిత అధికారులకు ఫిర్యాదు చేయవచ్చు.: [1051, 643, 1334, 673]
- dateline: మహబూబ్‌నగర్ (జనంసాక్షి):: [11, 1957, 153, 1971]
- paragraph: సత్తుపల్లి (జనంసాక్షి): మిషన్‌భగీరథ పథకం ఒక లూటీ పథకమని సీపీఎం జిల్లా కార్యదర్శి నున్నా నాగేశ్వరరావు విమర్శించారు. సీపీఎం అఖిలభారత మహాసభల సందర్భంగా రాత్రి స్థానిక విశ్వశాంతి విద్యాలయంలో ప్రత్యామ్నాయ రాజకీయాలు-బీఎల్‌ఎఫ్ ఆవశ్యకత అంశంపై నిర్వహించిన సెమినార్‌లో ఆయన మాట్లాడారు. ముఖ్యమంత్రి కేసీఆర్ బంగారు తెలంగాణ సాధన అంటూనే అప్పుల తెలంగాణగా మార్చేస్తున్నారని, రూ. 2లక్షల కోట్లరూపాయల అప్పు చూపిస్తున్నారన్నారు. ప్రాజెక్టుల రీడిజైన్ పేరుతో వేలకోట్ల రూపాయలు దండుకుంటున్నారని, ఇవన్నీ రానున్న ఎన్నికల్లో ఖర్చు చేయటానికేనని ధ్వజమెత్తారు. మిషన్‌భగీరథ పథకానికి రూ. 16వేల కోట్లు కేటాయించి, దాన్ని మళ్లీ రూ.50వేల కోట్లకు పెంచారని, ఇప్పటికే రాష్ట్రంలో 80శాతానికి పైగా నల్లా కనెక్షన్లు ఉన్నాయని, ఎందుకు ఇన్ని వేలకోట్ల రూపాయలు దుర్వినియోగం చేస్తున్నారని ప్రశ్నించారు. 2017లో సీపీఎం ఆధ్వర్యంలో నిర్వహించిన పాదయాత్రకు విశేష స్పందన లభించిందని, పాదయాత్ర ద్వారా ప్రభుత్వ వైఫల్యాలను, ప్రజావ్యతిరేక విధానాలను బట్టబయలు చేసి ప్రజలను చైతన్యవంతులను చేశామన్నారు. ఎన్నికల హామీల్లో ఏ ఒక్కటీ అమలు చేయలేదని, కేవలం మాయమాటలు చెప్పి ప్రజలను మభ్యపెడుతున్నారన్నారు. రాష్ట్రంలో రైతులు, నిరుద్యోగులు, కాంట్రాక్ట్ కార్మికులు తదితరులు తీవ్ర ఇబ్బందులు ఎదుర్కొంటున్నారని, ప్రభుత్వ నిరంకుశ పాలనకు ప్రత్యామ్నాయ రాజకీయ వేదికగా బహుజన లెఫ్ట్‌ఫ్రంట్ ఆవిర్భవించిందని, రాబోయే ఎన్నికల్లో బీఎల్‌ఎఫ్ కీలక భూమిక పోషించనుందన్నారు. ఈ కార్యక్రమంలో సీపీఎం మండల, పట్టణ కార్యదర్శులు జాజిరి శ్రీనివాస్, మోరంపూడి పాండురంగారావు, సీనియర్ నాయకుడు మోరంపూడి పుల్లారావు, రావుల రాజబాబు, కె.సర్వేశ్వరరావు, బాలబుచ్చయ్య, బండి వేలాద్రి, పాల్గొన్నారు.: [11, 137, 431, 473]
- paragraph: కరీంనగర్ జడ్పీ పాఠశాలలో కేవలం మొక్కల పెంపకమే కాకుండా స్వచ్ఛత విషయంలోనూ శ్రద్ధ తీసుకున్నారు. ఆవరణలో ఎక్కడా చెత్తాచెదారం కనిపించదు. చెత్తను తీసుకెళ్లి కుండీల్లో వేస్తుంటారు. అలాగే విద్యార్థినులు వినియోగించే న్యాప్‌కిన్లను కూడా అందులోనే వేసి కాల్చి వేస్తుంటారు. తడి, పొడి కుండీలు ఉండటం, వాటిలో: [752, 1288, 1039, 1369]
- dateline: గార్ల :: [11, 1521, 39, 1536]
- news-item: [11, 2110, 431, 2300]
- paragraph: వచ్చే బాధితులు నిర్భయంగా పోలీసులకు తమ సమస్యలను చెప్పుకొనే విధంగా పోలీసుల ప్రవర్తన ఉండాలని సూచించారు. బాధితులు ఇచ్చిన ఫిర్యాదులపై వెంటనే స్పందించి సత్వర న్యాయం జరిగేలా చూడాలన్నారు. డ్రంక్ అండ్ డ్రైవ్‌లు నిర్వహించాలని, గుడుంబా, గుట్కా అక్రమ వ్యాపారులపై కఠినంగా వ్యవహరించి కేసులు నమోదు చేయాలన్నారు. ప్రజల భాగస్వామ్యంతో నేరాల నియంత్రణకు అన్ని గ్రామాల్లో సీసీ కెమెరాలను ఏర్పాటు చేసుకొనేలా ప్రజలను చైతన్యం చేయాలని సూచించారు.: [752, 1666, 1039, 1815]
- paragraph: రైల్వేస్టేషన్ (శివనగర్), జనంసాక్షి: వరంగల్ రైల్వేస్టేషన్ ఒకటో నంబరు ప్లాట్‌ఫాంపై ప్రయాణికులకు అందుబాటులో ఉండాల్సిన జీఆర్పీ రిసెప్షన్ కేంద్రం మూసి ఉంటోంది. రైలు ప్రయాణికులకు అందుబాటులో ఉండాలనే ఉద్దేశంతో జీఆర్పీ ఉన్నతాధికారులు 2013లో ఈ కేంద్రాన్ని ప్రారంభించారు. ఏఎస్సై స్థాయి అధికారి ఇందులో అందులోబాటులో ఉండాలి. రైళ్లలో చోరీలు, ప్రయాణికులు విలువైన వస్తువులను మరిచిపోవడం, ఘర్షణలు, వేధింపులు తదితర సమస్యలతో వచ్చే ప్రయాణికులకు తక్షణమే సేవలు అందించేందుకు సిబ్బంది అందుబాటులో ఉండాలి. స్టేషన్ మొదటి ప్లాట్‌ఫాంపైనే ఈ కేంద్రం ఉండడంతో పోలీసులు: [450, 1439, 739, 1604]
- paragraph: ఉండేలా నీళ్ల సీసాలను కట్టారు. విద్యార్థులు ప్రతిరోజు వీటిలో నీరు నింపుతున్నారు. వాటికి చిన్న రంధ్రం చేయడంతో మొక్కకు బొట్టుబొట్టుగా అందుతూ ఉంటుంది. నీరు కూడా వృథా కాకుండా ఉంటోంది. ఈ విధానంతో కొబ్బరి చెట్లు కూడా తొందరగానే పెరుగుతున్నాయి. వేసవి సెలవులతో పాటు ఇతర సెలవుల్లో కూడా విద్యార్థులు వీటికి నీటిని అందిస్తున్నారు.: [752, 1170, 1039, 1268]
- paragraph: చేగుంటజనంసాక్షి: ఒకప్పుడు చెట్టు అనేదే కనిపించని పాఠశాల.. ఆవరణ చూస్తే ఎడారి మాదిరిగా ఉండేది. విద్యార్థులు తరగతి గదిలో నుంచి బయటకు వస్తే ఎండలోనే ఉండాల్సి వచ్చేది. అలాంటి పాఠశాల ఆవరణ అంతా నేడు చెట్లతో కళకళలాడుతోంది. రెండేళ్లలోనే వనంలా మారిపోయింది. ఇందుకు ' తలపెట్టిన 'వనభారతి-జనహారతి' కార్యక్రమం బీజం పోయగా ఉపాధ్యాయులు, విద్యార్థులు నాటిన మొక్కలను శ్రద్ధగా పెంచారు. ఇదే క్రమంలో స్వచ్ఛ పాఠశాల కూడా ఎంపికకావటం విశేషం. చేగుంట మండలం కరీంనగర్ జడ్పీ పాఠశాల నేడు పచ్చదనంతో ఆహ్లాదానికి చిరునామాగా మారింది.: [450, 908, 739, 1074]
